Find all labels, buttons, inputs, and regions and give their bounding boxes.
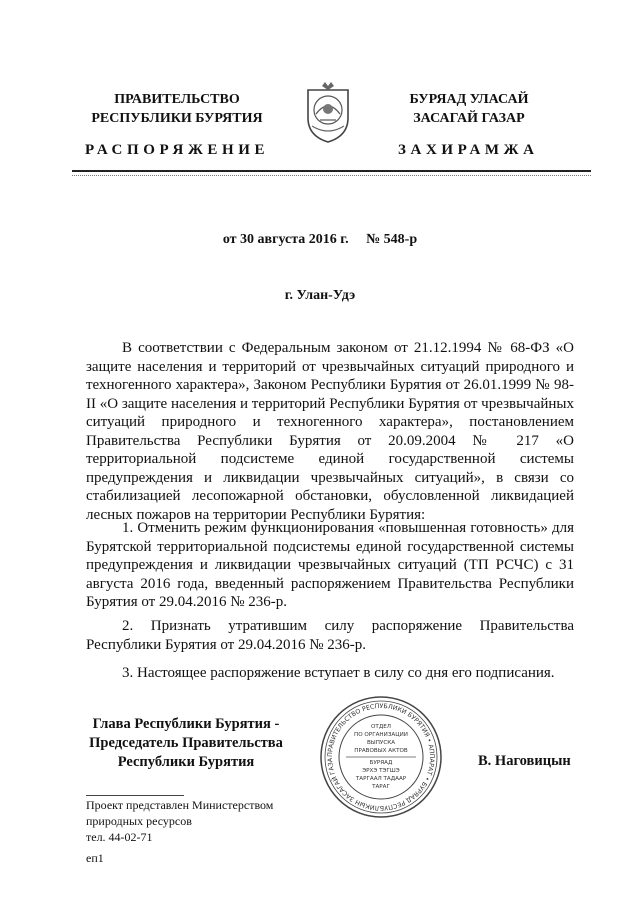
stamp-line: ЭРХЭ ТЭГШЭ <box>362 768 400 774</box>
stamp-line: ПО ОРГАНИЗАЦИИ <box>354 732 408 738</box>
order-title-ru: РАСПОРЯЖЕНИЕ <box>85 142 270 158</box>
item-3-text: 3. Настоящее распоряжение вступает в силу со дня его подписания. <box>122 665 555 681</box>
header-right-line1: БУРЯАД УЛАСАЙ <box>409 92 529 107</box>
footnote-line3: тел. 44-02-71 <box>86 830 153 844</box>
header-left <box>62 90 292 128</box>
header-divider-dotted <box>72 175 591 176</box>
stamp-ring-text: ПРАВИТЕЛЬСТВО РЕСПУБЛИКИ БУРЯТИЯ • АППАРАТ • БУРЯАД РЕСПУБЛИКЫН ЗАСАГАЙ ГАЗА <box>326 702 436 812</box>
stamp-line: БУРЯАД <box>369 760 393 766</box>
header-left-line1: ПРАВИТЕЛЬСТВО <box>114 92 240 107</box>
header-right-line2: ЗАСАГАЙ ГАЗАР <box>413 111 525 126</box>
signatory-name: В. Наговицын <box>478 753 571 769</box>
document-city: г. Улан-Удэ <box>284 288 356 303</box>
buryatia-coat-of-arms-icon <box>298 80 358 144</box>
signatory-title-line2: Председатель Правительства <box>89 735 283 751</box>
footnote-line1: Проект представлен Министерством <box>86 798 274 812</box>
footnote-divider <box>86 795 184 796</box>
header-divider <box>72 170 591 172</box>
stamp-line: ТАРГААЛ ТАДААР <box>355 776 407 782</box>
stamp-line: ВЫПУСКА <box>366 740 396 746</box>
footnote <box>86 797 273 845</box>
header-right <box>354 90 584 128</box>
footnote-line2: природных ресурсов <box>86 814 192 828</box>
header-left-line2: РЕСПУБЛИКИ БУРЯТИЯ <box>91 111 263 126</box>
item-2-paragraph <box>86 617 574 654</box>
signatory-title-line1: Глава Республики Бурятия - <box>92 716 280 732</box>
document-code: еп1 <box>86 851 104 865</box>
signatory-title <box>66 715 306 772</box>
item-1-paragraph <box>86 519 574 612</box>
document-number: № 548-р <box>366 232 418 247</box>
item-3-paragraph <box>86 664 574 683</box>
item-2-text: 2. Признать утратившим силу распоряжение Правительства Республики Бурятия от 29.04.2016 № 236-р. <box>86 618 574 653</box>
preamble-text: В соответствии с Федеральным законом от 21.12.1994 № 68-ФЗ «О защите населения и территорий от чрезвычайных ситуаций природного и техногенного характера», Законом Республики Бурятия от 26.01.1999 № 98-II «О защите населения и территорий Республики Бурятия от чрезвычайных ситуаций природного и техногенного характера», постановлением Правительства Республики Бурятия от 20.09.2004 № 217 «О территориальной подсистеме единой государственной системы предупреждения и ликвидации чрезвычайных ситуаций», в связи со стабилизацией лесопожарной обстановки, обусловленной ликвидацией лесных пожаров на территории Республики Бурятия: <box>86 340 574 523</box>
order-title-bua: ЗАХИРАМЖА <box>398 142 539 158</box>
stamp-line: ТАРАГ <box>372 784 390 790</box>
stamp-line: ПРАВОВЫХ АКТОВ <box>354 748 408 754</box>
signatory-title-line3: Республики Бурятия <box>117 754 255 770</box>
document-date: от 30 августа 2016 г. <box>222 232 349 247</box>
official-stamp-icon <box>318 694 444 820</box>
preamble-paragraph <box>86 339 574 524</box>
item-1-text: 1. Отменить режим функционирования «повышенная готовность» для Бурятской территориальной подсистемы единой государственной системы предупреждения и ликвидации чрезвычайных ситуаций (ТП РСЧС) с 31 августа 2016 года, введенный распоряжением Правительства Республики Бурятия от 29.04.2016 № 236-р. <box>86 520 574 610</box>
document-date-number <box>0 232 640 248</box>
stamp-line: ОТДЕЛ <box>371 724 391 730</box>
